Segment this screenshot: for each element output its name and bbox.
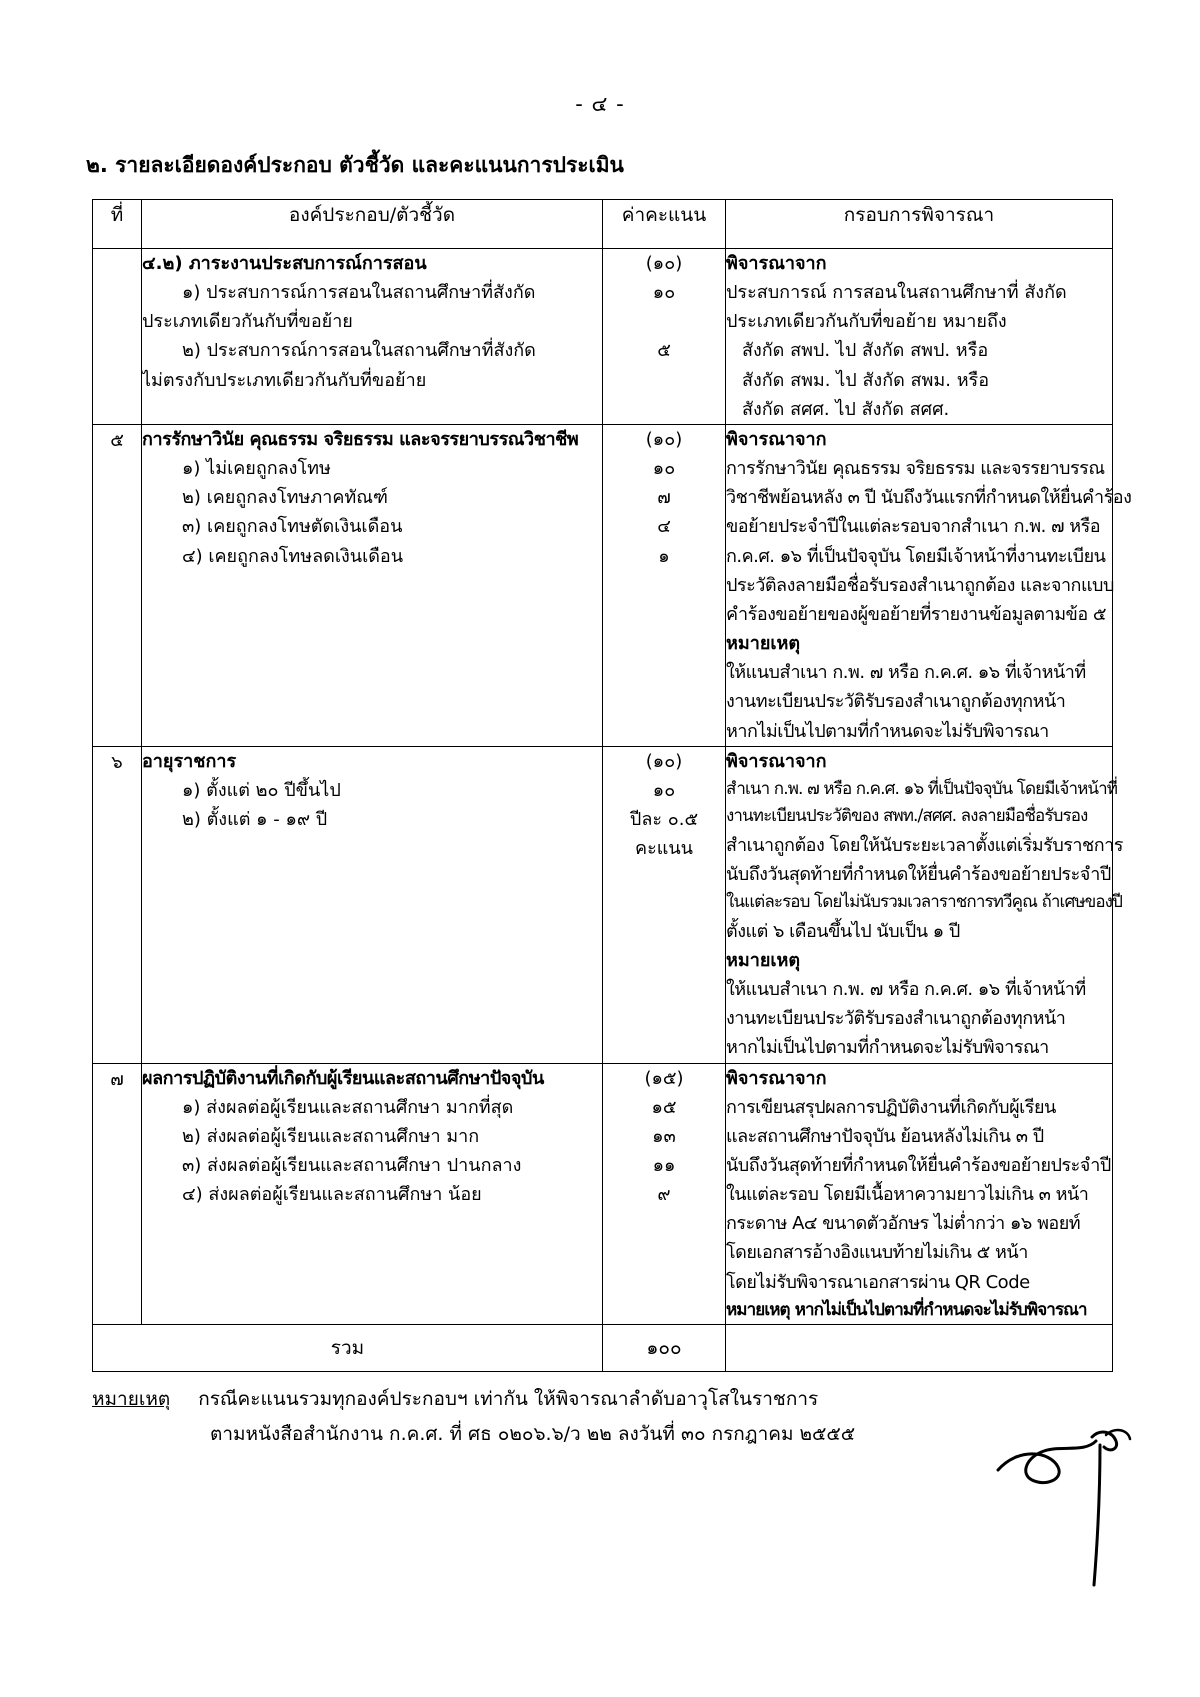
framework-note-line: หมายเหตุ หากไม่เป็นไปตามที่กำหนดจะไม่รับพิจารณา — [726, 1299, 1087, 1320]
score-value: ๑๐ — [652, 458, 676, 480]
row-framework — [726, 1063, 1113, 1325]
framework-line: ขอย้ายประจำปีในแต่ละรอบจากสำเนา ก.พ. ๗ หรือ — [726, 516, 1101, 538]
framework-line: งานทะเบียนประวัติรับรองสำเนาถูกต้องทุกหน้า — [726, 1008, 1066, 1030]
framework-line: ให้แนบสำเนา ก.พ. ๗ หรือ ก.ค.ศ. ๑๖ ที่เจ้าหน้าที่ — [726, 662, 1086, 684]
score-value: (๑๐) — [645, 253, 683, 274]
row-framework — [726, 249, 1113, 425]
assessment-table — [92, 199, 1132, 1372]
row-score — [603, 249, 726, 425]
framework-line: ให้แนบสำเนา ก.พ. ๗ หรือ ก.ค.ศ. ๑๖ ที่เจ้าหน้าที่ — [726, 979, 1086, 1001]
framework-line: ก.ค.ศ. ๑๖ ที่เป็นปัจจุบัน โดยมีเจ้าหน้าที่งานทะเบียน — [726, 545, 1106, 567]
footnote — [92, 1382, 1200, 1452]
framework-line: วิชาชีพย้อนหลัง ๓ ปี นับถึงวันแรกที่กำหนดให้ยื่นคำร้อง — [726, 487, 1132, 509]
page-number: - ๔ - — [575, 92, 625, 116]
framework-line: หากไม่เป็นไปตามที่กำหนดจะไม่รับพิจารณา — [726, 720, 1049, 742]
footnote-line-2: ตามหนังสือสำนักงาน ก.ค.ศ. ที่ ศธ ๐๒๐๖.๖/ว ๒๒ ลงวันที่ ๓๐ กรกฎาคม ๒๕๕๕ — [210, 1423, 856, 1446]
score-value: ๔ — [657, 516, 671, 538]
framework-line: ประเภทเดียวกันกับที่ขอย้าย หมายถึง — [726, 311, 1007, 333]
framework-note-label: หมายเหตุ — [726, 633, 801, 655]
component-item: ๔) เคยถูกลงโทษลดเงินเดือน — [182, 545, 404, 567]
score-value: (๑๕) — [644, 1067, 684, 1089]
framework-line: และสถานศึกษาปัจจุบัน ย้อนหลังไม่เกิน ๓ ปี — [726, 1125, 1044, 1147]
score-value: ๗ — [657, 487, 671, 509]
table-head — [93, 200, 1113, 249]
table-row — [93, 424, 1113, 746]
section-heading: ๒. รายละเอียดองค์ประกอบ ตัวชี้วัด และคะแนนการประเมิน — [86, 153, 624, 177]
framework-note-label: หมายเหตุ — [726, 949, 801, 971]
score-value: ๕ — [657, 340, 671, 362]
table-row — [93, 249, 1113, 425]
framework-line: พิจารณาจาก — [726, 1067, 827, 1089]
framework-line: พิจารณาจาก — [726, 428, 827, 450]
framework-line: นับถึงวันสุดท้ายที่กำหนดให้ยื่นคำร้องขอย้ายประจำปี — [726, 864, 1111, 886]
component-item: ๑) ส่งผลต่อผู้เรียนและสถานศึกษา มากที่สุด — [182, 1096, 514, 1118]
row-component — [142, 424, 603, 746]
total-framework-empty — [726, 1325, 1113, 1372]
table-body — [93, 249, 1132, 1372]
total-score: ๑๐๐ — [603, 1325, 726, 1372]
framework-line: สังกัด สพม. ไป สังกัด สพม. หรือ — [742, 369, 990, 391]
component-title: การรักษาวินัย คุณธรรม จริยธรรม และจรรยาบรรณวิชาชีพ — [142, 428, 579, 450]
framework-line: การรักษาวินัย คุณธรรม จริยธรรม และจรรยาบรรณ — [726, 458, 1105, 480]
footnote-line-1: กรณีคะแนนรวมทุกองค์ประกอบฯ เท่ากัน ให้พิจารณาลำดับอาวุโสในราชการ — [198, 1388, 819, 1411]
framework-line: กระดาษ A๔ ขนาดตัวอักษร ไม่ต่ำกว่า ๑๖ พอยท์ — [726, 1213, 1081, 1235]
score-value: ๑๕ — [651, 1096, 677, 1118]
row-number — [93, 249, 142, 425]
component-item: ๒) เคยถูกลงโทษภาคทัณฑ์ — [182, 487, 388, 509]
framework-line: นับถึงวันสุดท้ายที่กำหนดให้ยื่นคำร้องขอย้ายประจำปี — [726, 1154, 1111, 1176]
framework-line: ตั้งแต่ ๖ เดือนขึ้นไป นับเป็น ๑ ปี — [726, 920, 960, 942]
score-value: ๑๑ — [652, 1154, 676, 1176]
score-value: คะแนน — [635, 838, 693, 860]
score-value: ปีละ ๐.๕ — [629, 808, 699, 830]
score-value: ๑๓ — [652, 1125, 676, 1147]
framework-line: โดยไม่รับพิจารณาเอกสารผ่าน QR Code — [726, 1271, 1030, 1293]
component-title: ๔.๒) ภาระงานประสบการณ์การสอน — [142, 253, 427, 274]
row-score — [603, 424, 726, 746]
framework-line: คำร้องขอย้ายของผู้ขอย้ายที่รายงานข้อมูลตามข้อ ๕ — [726, 603, 1107, 625]
row-framework — [726, 424, 1132, 746]
total-label: รวม — [93, 1325, 603, 1372]
row-framework — [726, 746, 1123, 1063]
score-value: ๑๐ — [652, 282, 676, 304]
row-number: ๖ — [93, 746, 142, 1063]
framework-line: การเขียนสรุปผลการปฏิบัติงานที่เกิดกับผู้เรียน — [726, 1096, 1056, 1118]
row-component — [142, 746, 603, 1063]
component-item: ๑) ไม่เคยถูกลงโทษ — [182, 458, 331, 480]
table-header-row — [93, 200, 1113, 249]
framework-line: ประสบการณ์ การสอนในสถานศึกษาที่ สังกัด — [726, 282, 1067, 304]
framework-line: ในแต่ละรอบ โดยมีเนื้อหาความยาวไม่เกิน ๓ หน้า — [726, 1184, 1089, 1206]
component-title: ผลการปฏิบัติงานที่เกิดกับผู้เรียนและสถานศึกษาปัจจุบัน — [142, 1067, 544, 1089]
component-item: ไม่ตรงกับประเภทเดียวกันกับที่ขอย้าย — [142, 369, 427, 391]
row-score — [603, 1063, 726, 1325]
score-value: ๙ — [657, 1184, 671, 1206]
column-header-component: องค์ประกอบ/ตัวชี้วัด — [142, 200, 603, 249]
component-item: ๔) ส่งผลต่อผู้เรียนและสถานศึกษา น้อย — [182, 1184, 482, 1206]
row-score — [603, 746, 726, 1063]
column-header-no: ที่ — [93, 200, 142, 249]
column-header-framework: กรอบการพิจารณา — [726, 200, 1113, 249]
framework-line: สังกัด สพป. ไป สังกัด สพป. หรือ — [742, 340, 989, 362]
framework-line: ในแต่ละรอบ โดยไม่นับรวมเวลาราชการทวีคูณ ถ้าเศษของปี — [726, 892, 1122, 913]
component-item: ๓) เคยถูกลงโทษตัดเงินเดือน — [182, 516, 403, 538]
framework-line: สำเนา ก.พ. ๗ หรือ ก.ค.ศ. ๑๖ ที่เป็นปัจจุบัน โดยมีเจ้าหน้าที่ — [726, 778, 1118, 799]
component-item: ๒) ส่งผลต่อผู้เรียนและสถานศึกษา มาก — [182, 1125, 480, 1147]
score-value: ๑๐ — [652, 779, 676, 801]
score-value: (๑๐) — [645, 750, 683, 772]
component-item: ๑) ประสบการณ์การสอนในสถานศึกษาที่สังกัด — [182, 282, 536, 304]
framework-line: ประวัติลงลายมือชื่อรับรองสำเนาถูกต้อง และจากแบบ — [726, 574, 1114, 596]
table-row — [93, 1063, 1113, 1325]
framework-line: โดยเอกสารอ้างอิงแนบท้ายไม่เกิน ๕ หน้า — [726, 1242, 1028, 1264]
footnote-label: หมายเหตุ — [92, 1388, 171, 1411]
row-component — [142, 1063, 603, 1325]
table-total-row — [93, 1325, 1113, 1372]
framework-line: หากไม่เป็นไปตามที่กำหนดจะไม่รับพิจารณา — [726, 1037, 1049, 1059]
framework-line: พิจารณาจาก — [726, 253, 827, 274]
row-number: ๕ — [93, 424, 142, 746]
component-item: ๒) ประสบการณ์การสอนในสถานศึกษาที่สังกัด — [182, 340, 536, 362]
score-value: ๑ — [658, 545, 670, 567]
column-header-score: ค่าคะแนน — [603, 200, 726, 249]
framework-line: สำเนาถูกต้อง โดยให้นับระยะเวลาตั้งแต่เริ่มรับราชการ — [726, 834, 1123, 856]
component-item: ๓) ส่งผลต่อผู้เรียนและสถานศึกษา ปานกลาง — [182, 1154, 522, 1176]
component-item: ๒) ตั้งแต่ ๑ - ๑๙ ปี — [182, 808, 328, 830]
component-title: อายุราชการ — [142, 750, 237, 772]
framework-line: พิจารณาจาก — [726, 750, 827, 772]
row-component — [142, 249, 603, 425]
table-row — [93, 746, 1113, 1063]
row-number: ๗ — [93, 1063, 142, 1325]
component-item: ๑) ตั้งแต่ ๒๐ ปีขึ้นไป — [182, 779, 341, 801]
score-value: (๑๐) — [645, 428, 683, 450]
component-item: ประเภทเดียวกันกับที่ขอย้าย — [142, 311, 353, 333]
framework-line: งานทะเบียนประวัติรับรองสำเนาถูกต้องทุกหน้า — [726, 691, 1066, 713]
framework-line: สังกัด สศศ. ไป สังกัด สศศ. — [742, 398, 950, 420]
framework-line: งานทะเบียนประวัติของ สพท./สศศ. ลงลายมือชื่อรับรอง — [726, 806, 1088, 827]
